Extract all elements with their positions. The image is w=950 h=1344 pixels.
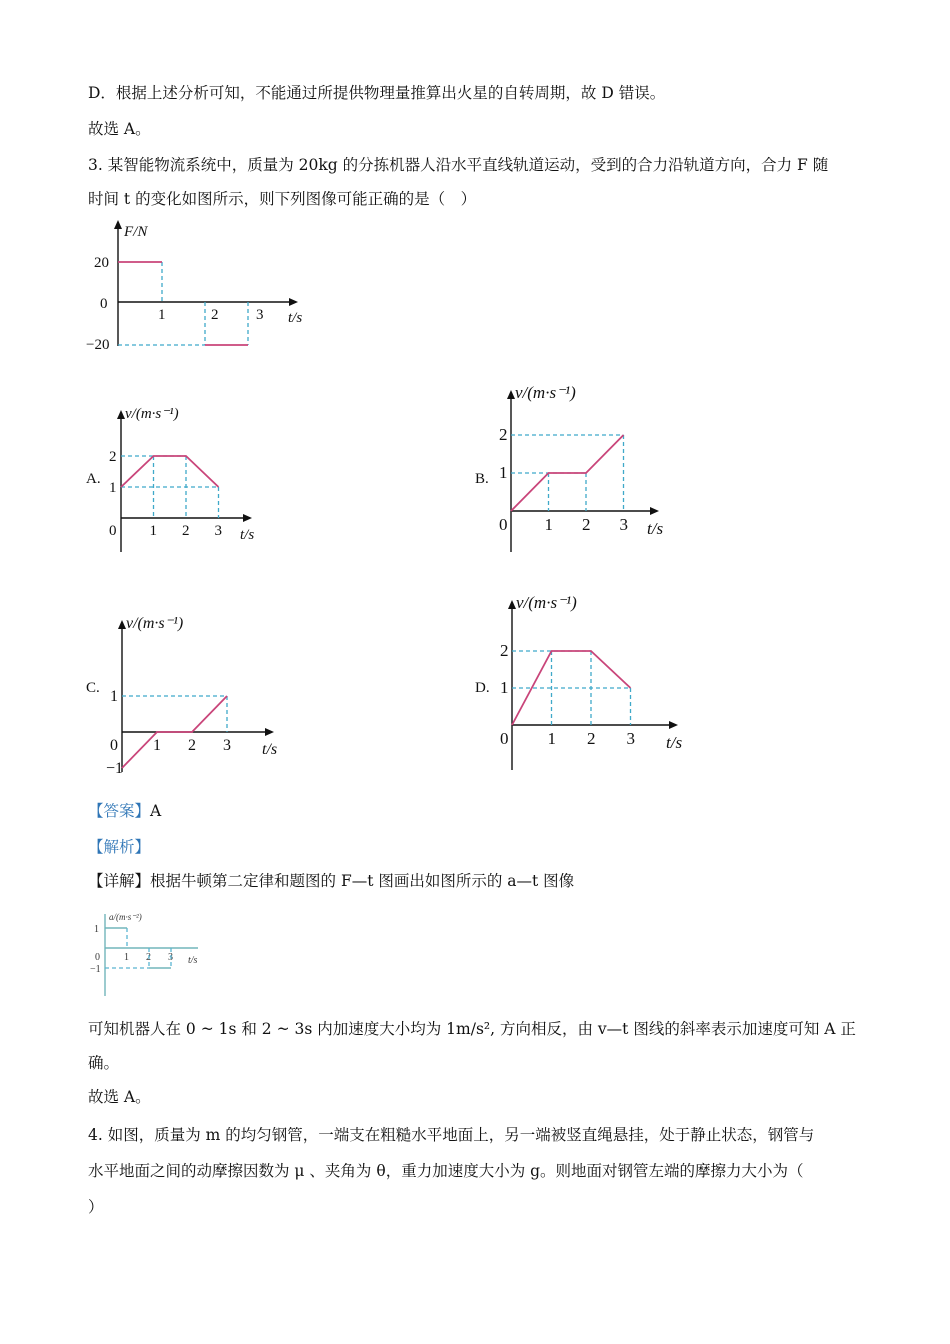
- x-axis-arrow: [265, 728, 274, 736]
- x-tick-label: 2: [587, 729, 596, 748]
- y-axis-label: v/(m·s⁻¹): [515, 383, 576, 402]
- y-tick-label: 1: [500, 678, 509, 697]
- f-ytick-0: 0: [100, 296, 108, 312]
- x-tick-label: 3: [619, 515, 628, 534]
- y-axis-arrow: [507, 390, 515, 399]
- question-4-text-3: ）: [88, 1198, 104, 1216]
- origin-label: 0: [110, 737, 118, 754]
- question-3-text-1: 3. 某智能物流系统中，质量为 20kg 的分拣机器人沿水平直线轨道运动，受到的合力沿轨道方向，合力 F 随: [88, 156, 829, 174]
- final-answer-line: 故选 A。: [88, 1088, 151, 1106]
- option-a-chart[interactable]: [100, 404, 280, 554]
- f-xtick-3: 3: [256, 307, 264, 323]
- f-axis-label: F/N: [124, 224, 148, 240]
- answer-value: A: [150, 802, 162, 820]
- x-tick-label: 3: [223, 737, 231, 754]
- origin-label: 0: [95, 952, 100, 963]
- f-ytick-20: 20: [94, 255, 109, 271]
- x-tick-label: 3: [626, 729, 635, 748]
- y-tick-label: 1: [499, 463, 508, 482]
- detail-text: 根据牛顿第二定律和题图的 F—t 图画出如图所示的 a—t 图像: [150, 872, 575, 890]
- option-b-label[interactable]: B.: [475, 471, 489, 487]
- x-axis-label: t/s: [647, 519, 664, 538]
- y-axis-arrow: [117, 410, 125, 419]
- option-c-label[interactable]: C.: [86, 680, 100, 696]
- acceleration-time-chart: [88, 908, 208, 1000]
- option-a-label[interactable]: A.: [86, 471, 101, 487]
- velocity-line: [121, 456, 219, 487]
- f-xlabel: t/s: [288, 310, 303, 326]
- detail-tag: 【详解】: [88, 872, 151, 890]
- origin-label: 0: [109, 523, 117, 539]
- x-tick-label: 2: [182, 523, 190, 539]
- x-axis-label: t/s: [666, 733, 683, 752]
- option-d-conclusion: D．根据上述分析可知，不能通过所提供物理量推算出火星的自转周期，故 D 错误。: [88, 84, 666, 102]
- analysis-tag: 【解析】: [88, 838, 151, 856]
- x-tick-label: 2: [146, 952, 151, 963]
- x-axis-label: t/s: [240, 527, 255, 543]
- question-3-text-2: 时间 t 的变化如图所示，则下列图像可能正确的是（ ）: [88, 190, 477, 208]
- option-b-chart[interactable]: [490, 383, 690, 556]
- x-tick-label: 1: [124, 952, 129, 963]
- y-tick-label: 2: [499, 425, 508, 444]
- x-tick-label: 1: [547, 729, 556, 748]
- y-axis-arrow: [118, 620, 126, 629]
- option-c-chart[interactable]: [100, 614, 290, 777]
- y-tick-label: 2: [109, 449, 117, 465]
- question-4-text-1: 4. 如图，质量为 m 的均匀钢管，一端支在粗糙水平地面上，另一端被竖直绳悬挂，处于静止状态，钢管与: [88, 1126, 815, 1144]
- x-tick-label: 2: [582, 515, 591, 534]
- answer-line: [88, 800, 161, 822]
- conclusion-text-1: 可知机器人在 0 ~ 1s 和 2 ~ 3s 内加速度大小均为 1m/s², 方向相反，由 v—t 图线的斜率表示加速度可知 A 正: [88, 1020, 856, 1038]
- x-tick-label: 1: [544, 515, 553, 534]
- x-tick-label: 1: [149, 523, 157, 539]
- f-xtick-2: 2: [211, 307, 219, 323]
- y-tick-label: −1: [90, 964, 101, 975]
- y-axis-arrow: [508, 600, 516, 609]
- option-d-label[interactable]: D.: [475, 680, 490, 696]
- x-tick-label: 2: [188, 737, 196, 754]
- x-axis-arrow: [243, 514, 252, 522]
- detail-line: [88, 870, 574, 892]
- answer-tag: 【答案】: [88, 802, 151, 820]
- option-d-chart[interactable]: [490, 594, 690, 774]
- y-axis-label: v/(m·s⁻¹): [125, 406, 179, 422]
- prev-answer-line: 故选 A。: [88, 120, 151, 138]
- conclusion-text-2: 确。: [88, 1054, 120, 1072]
- y-tick-label: 1: [94, 924, 99, 935]
- x-axis-label: t/s: [262, 741, 278, 758]
- x-axis-arrow: [650, 507, 659, 515]
- f-xtick-1: 1: [158, 307, 166, 323]
- f-ytick-neg20: −20: [86, 337, 110, 353]
- force-time-chart: [80, 218, 320, 358]
- origin-label: 0: [499, 515, 508, 534]
- y-tick-label: 1: [109, 480, 117, 496]
- y-tick-label: 2: [500, 641, 509, 660]
- x-tick-label: 3: [214, 523, 222, 539]
- question-4-text-2: 水平地面之间的动摩擦因数为 μ 、夹角为 θ，重力加速度大小为 g。则地面对钢管左端的摩擦力大小为（: [88, 1162, 804, 1180]
- y-tick-label: 1: [110, 688, 118, 705]
- x-axis-arrow: [669, 721, 678, 729]
- y-axis-label: v/(m·s⁻¹): [516, 593, 577, 612]
- origin-label: 0: [500, 729, 509, 748]
- x-tick-label: 1: [153, 737, 161, 754]
- x-axis-label: t/s: [188, 955, 198, 966]
- y-tick-label: −1: [106, 760, 124, 777]
- y-axis-label: v/(m·s⁻¹): [126, 615, 184, 632]
- y-axis-label: a/(m·s⁻²): [109, 912, 142, 922]
- x-tick-label: 3: [168, 952, 173, 963]
